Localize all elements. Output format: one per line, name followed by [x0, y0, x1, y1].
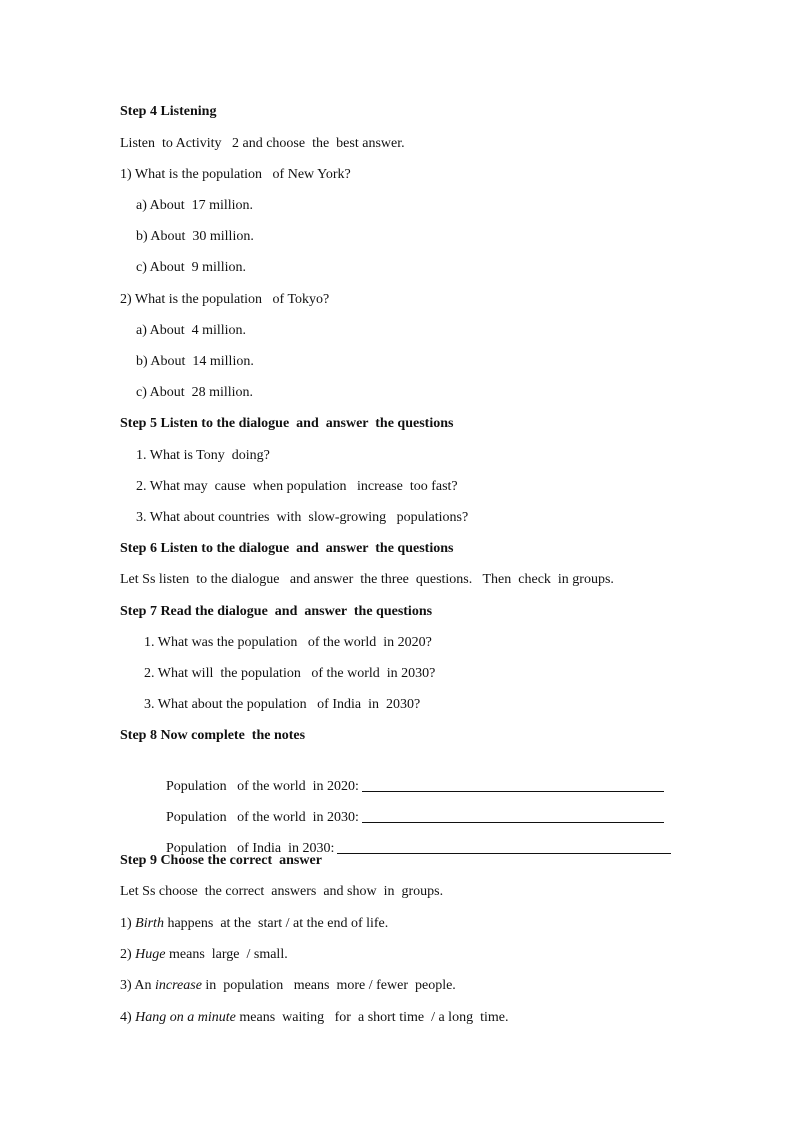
item-2-term: Huge	[135, 947, 166, 962]
step7-heading: Step 7 Read the dialogue and answer the questions	[120, 604, 433, 619]
step9-item-3	[120, 977, 456, 995]
step7-question-3: 3. What about the population of India in 2030?	[144, 697, 421, 712]
step4-q1-option-a: a) About 17 million.	[136, 198, 254, 213]
item-4-term: Hang on a minute	[135, 1010, 236, 1025]
step9-instruction: Let Ss choose the correct answers and show in groups.	[120, 884, 444, 899]
step5-heading: Step 5 Listen to the dialogue and answer the questions	[120, 416, 454, 431]
item-1-number: 1)	[120, 916, 136, 931]
item-4-text: means waiting for a short time / a long time.	[235, 1010, 509, 1025]
item-2-text: means large / small.	[165, 947, 288, 962]
note-3-label: Population of India in 2030:	[166, 841, 335, 856]
item-4-number: 4)	[120, 1010, 136, 1025]
item-3-text: in population means more / fewer people.	[201, 978, 456, 993]
note-1-label: Population of the world in 2020:	[166, 779, 359, 794]
step5-question-3: 3. What about countries with slow-growing populations?	[136, 510, 469, 525]
step4-q2-option-a: a) About 4 million.	[136, 323, 247, 338]
item-3-number: 3) An	[120, 978, 155, 993]
step9-item-4	[120, 1009, 508, 1027]
note-3-blank[interactable]	[337, 839, 671, 854]
step4-q1-option-c: c) About 9 million.	[136, 260, 247, 275]
step4-q1-option-b: b) About 30 million.	[136, 229, 254, 244]
step4-question-1: 1) What is the population of New York?	[120, 167, 351, 182]
step9-item-1	[120, 915, 388, 933]
step7-question-1: 1. What was the population of the world in 2020?	[144, 635, 432, 650]
item-1-text: happens at the start / at the end of life.	[163, 916, 389, 931]
step6-text: Let Ss listen to the dialogue and answer the three questions. Then check in groups.	[120, 572, 614, 587]
step9-heading: Step 9 Choose the correct answer	[120, 853, 322, 868]
step4-heading: Step 4 Listening	[120, 104, 217, 119]
item-3-term: increase	[155, 978, 202, 993]
step5-question-2: 2. What may cause when population increase too fast?	[136, 479, 458, 494]
step7-question-2: 2. What will the population of the world in 2030?	[144, 666, 436, 681]
step4-q2-option-b: b) About 14 million.	[136, 354, 254, 369]
step5-question-1: 1. What is Tony doing?	[136, 448, 270, 463]
note-2-label: Population of the world in 2030:	[166, 810, 359, 825]
item-1-term: Birth	[135, 916, 164, 931]
item-2-number: 2)	[120, 947, 136, 962]
step4-instruction: Listen to Activity 2 and choose the best answer.	[120, 136, 405, 151]
step4-q2-option-c: c) About 28 million.	[136, 385, 254, 400]
step6-heading: Step 6 Listen to the dialogue and answer the questions	[120, 541, 454, 556]
step9-item-2	[120, 946, 288, 964]
step4-question-2: 2) What is the population of Tokyo?	[120, 292, 330, 307]
step8-heading: Step 8 Now complete the notes	[120, 728, 306, 743]
